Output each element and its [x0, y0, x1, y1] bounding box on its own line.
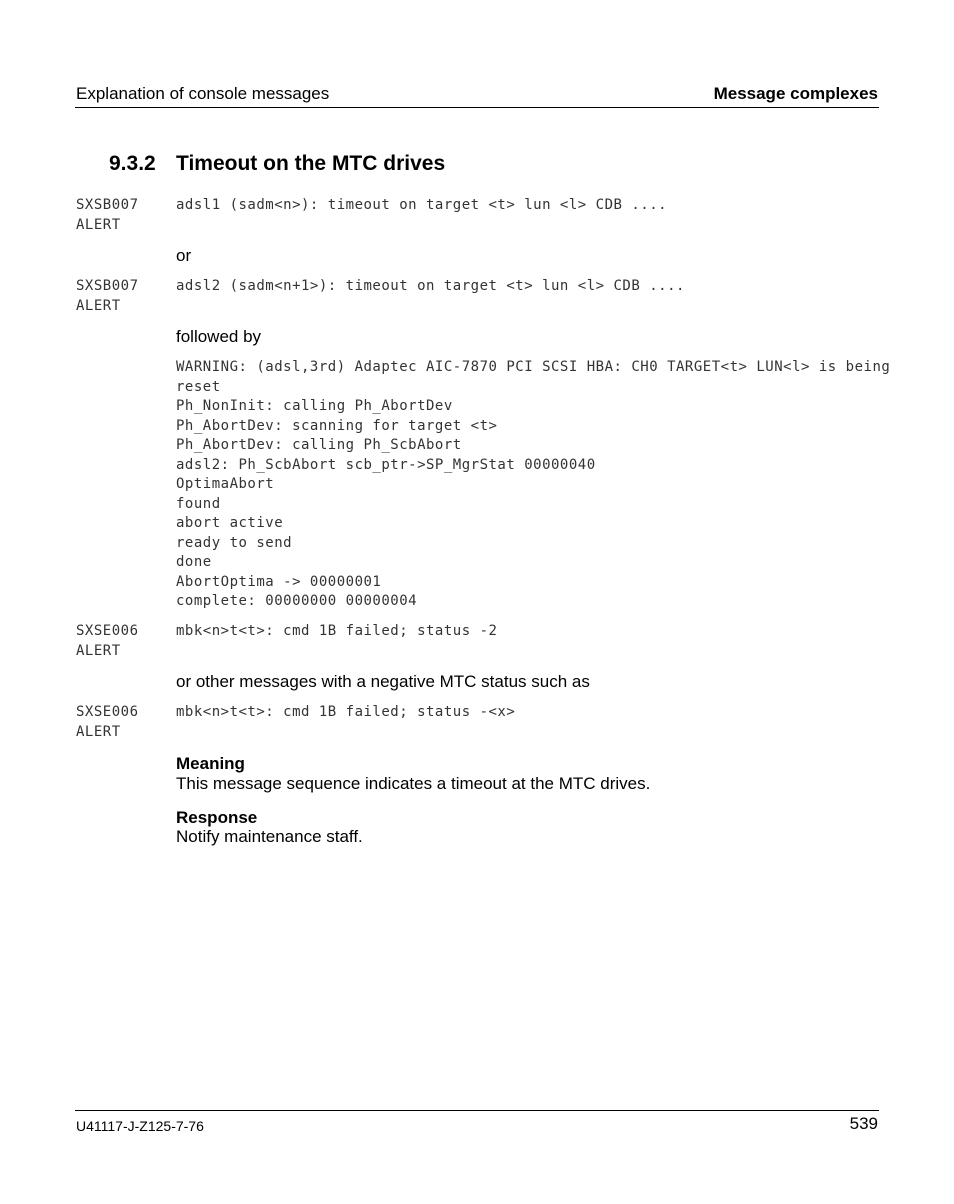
connector-followed-by: followed by: [176, 327, 262, 346]
code-line: complete: 00000000 00000004: [176, 593, 418, 609]
meaning-heading: Meaning: [176, 754, 245, 773]
page-number: 539: [849, 1114, 878, 1133]
code-line: abort active: [176, 515, 284, 531]
message-text: adsl1 (sadm<n>): timeout on target <t> lun <l> CDB ....: [176, 197, 668, 213]
document-id: U41117-J-Z125-7-76: [76, 1118, 204, 1134]
section-title: Timeout on the MTC drives: [176, 152, 446, 175]
code-line: AbortOptima -> 00000001: [176, 573, 382, 590]
code-line: Ph_AbortDev: calling Ph_ScbAbort: [176, 437, 462, 453]
message-level: ALERT: [76, 297, 121, 314]
section-number: 9.3.2: [109, 152, 156, 175]
message-text: mbk<n>t<t>: cmd 1B failed; status -<x>: [176, 704, 516, 720]
code-line: Ph_AbortDev: scanning for target <t>: [176, 417, 498, 434]
message-level: ALERT: [76, 723, 121, 740]
connector-or-other: or other messages with a negative MTC status such as: [176, 672, 590, 691]
code-line: found: [176, 495, 221, 512]
code-line: ready to send: [176, 534, 293, 551]
footer-rule: [75, 1110, 879, 1111]
code-line: done: [176, 554, 212, 570]
message-level: ALERT: [76, 642, 121, 659]
code-line: Ph_NonInit: calling Ph_AbortDev: [176, 398, 453, 414]
message-text: mbk<n>t<t>: cmd 1B failed; status -2: [176, 623, 498, 639]
code-line: adsl2: Ph_ScbAbort scb_ptr->SP_MgrStat 00000040: [176, 456, 596, 473]
code-line: reset: [176, 378, 221, 395]
response-text: Notify maintenance staff.: [176, 827, 363, 846]
response-heading: Response: [176, 808, 258, 827]
followed-by-block: [176, 358, 890, 612]
message-level: ALERT: [76, 216, 121, 233]
connector-or: or: [176, 246, 192, 265]
message-id: SXSB007: [76, 197, 139, 213]
running-header-left: Explanation of console messages: [76, 84, 330, 103]
message-id: SXSE006: [76, 623, 139, 639]
meaning-text: This message sequence indicates a timeout at the MTC drives.: [176, 774, 651, 793]
message-id: SXSE006: [76, 704, 139, 720]
code-line: OptimaAbort: [176, 476, 275, 492]
running-header-right: Message complexes: [713, 84, 878, 103]
section-heading: [109, 151, 445, 177]
header-rule: [75, 107, 879, 108]
code-line: WARNING: (adsl,3rd) Adaptec AIC-7870 PCI SCSI HBA: CH0 TARGET<t> LUN<l> is being: [176, 359, 891, 375]
message-text: adsl2 (sadm<n+1>): timeout on target <t> lun <l> CDB ....: [176, 278, 685, 294]
message-id: SXSB007: [76, 278, 139, 294]
